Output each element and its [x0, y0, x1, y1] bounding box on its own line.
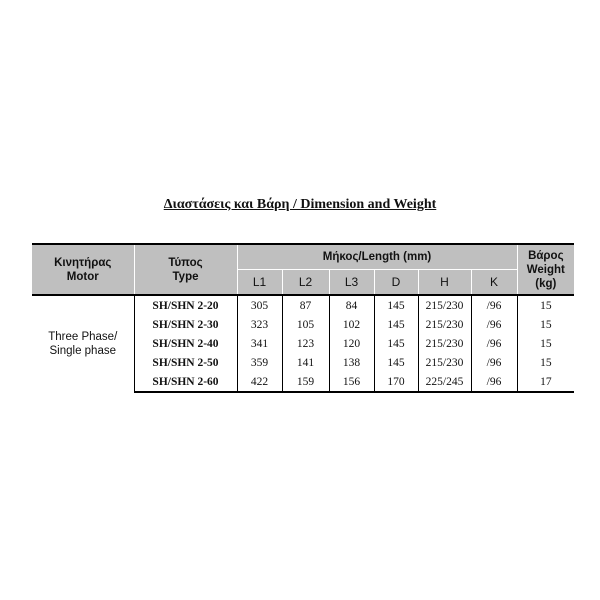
l1-cell: 359 [237, 353, 282, 372]
l2-cell: 105 [282, 315, 329, 334]
l3-cell: 102 [329, 315, 374, 334]
column-header-l2: L2 [282, 270, 329, 296]
motor-line-1: Three Phase/ [48, 331, 118, 343]
k-cell: /96 [471, 353, 517, 372]
l2-cell: 123 [282, 334, 329, 353]
weight-header-english: Weight [526, 263, 565, 276]
d-cell: 145 [374, 353, 418, 372]
type-cell: SH/SHN 2-50 [134, 353, 237, 372]
weight-cell: 17 [517, 372, 574, 392]
column-header-l3: L3 [329, 270, 374, 296]
type-cell: SH/SHN 2-60 [134, 372, 237, 392]
l1-cell: 323 [237, 315, 282, 334]
l3-cell: 138 [329, 353, 374, 372]
weight-cell: 15 [517, 295, 574, 315]
h-cell: 215/230 [418, 353, 471, 372]
l2-cell: 87 [282, 295, 329, 315]
weight-cell: 15 [517, 315, 574, 334]
dimension-table [32, 243, 574, 393]
h-cell: 215/230 [418, 315, 471, 334]
d-cell: 145 [374, 315, 418, 334]
weight-cell: 15 [517, 334, 574, 353]
l1-cell: 422 [237, 372, 282, 392]
k-cell: /96 [471, 372, 517, 392]
type-header [134, 244, 237, 295]
type-header-english: Type [172, 270, 199, 283]
d-cell: 170 [374, 372, 418, 392]
motor-cell [32, 295, 134, 392]
weight-header [517, 244, 574, 295]
length-header: Μήκος/Length (mm) [237, 244, 517, 270]
motor-header [32, 244, 134, 295]
weight-header-greek: Βάρος [528, 249, 564, 262]
type-header-greek: Τύπος [168, 256, 203, 269]
motor-header-english: Motor [66, 270, 99, 283]
l2-cell: 159 [282, 372, 329, 392]
l3-cell: 84 [329, 295, 374, 315]
column-header-h: H [418, 270, 471, 296]
page-title: Διαστάσεις και Βάρη / Dimension and Weight [163, 197, 437, 212]
l3-cell: 120 [329, 334, 374, 353]
k-cell: /96 [471, 295, 517, 315]
l2-cell: 141 [282, 353, 329, 372]
type-cell: SH/SHN 2-30 [134, 315, 237, 334]
column-header-k: K [471, 270, 517, 296]
d-cell: 145 [374, 295, 418, 315]
h-cell: 225/245 [418, 372, 471, 392]
motor-header-greek: Κινητήρας [54, 256, 112, 269]
l3-cell: 156 [329, 372, 374, 392]
l1-cell: 341 [237, 334, 282, 353]
h-cell: 215/230 [418, 295, 471, 315]
motor-line-2: Single phase [49, 345, 116, 357]
k-cell: /96 [471, 334, 517, 353]
column-header-l1: L1 [237, 270, 282, 296]
weight-cell: 15 [517, 353, 574, 372]
h-cell: 215/230 [418, 334, 471, 353]
weight-header-unit: (kg) [535, 277, 557, 290]
column-header-d: D [374, 270, 418, 296]
table-row [32, 295, 574, 315]
l1-cell: 305 [237, 295, 282, 315]
k-cell: /96 [471, 315, 517, 334]
d-cell: 145 [374, 334, 418, 353]
type-cell: SH/SHN 2-40 [134, 334, 237, 353]
type-cell: SH/SHN 2-20 [134, 295, 237, 315]
